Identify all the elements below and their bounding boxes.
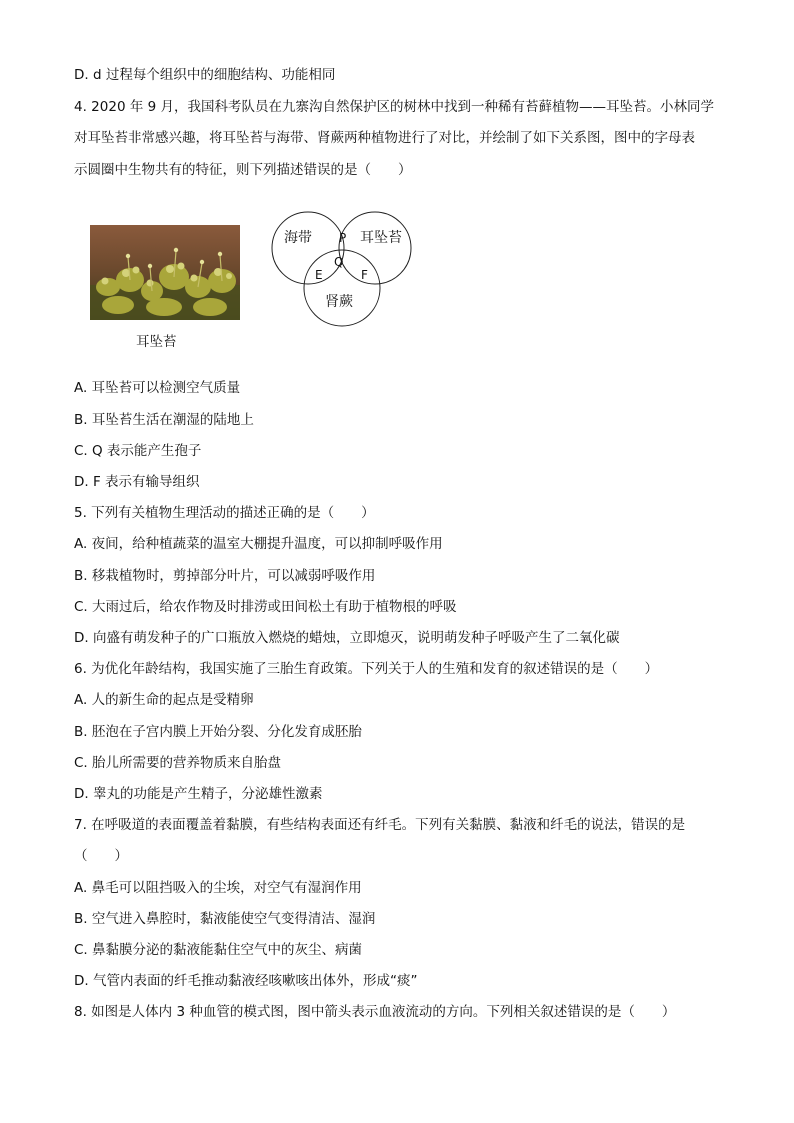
option-6c: C. 胎儿所需要的营养物质来自胎盘: [74, 755, 282, 771]
question-8-stem: 8. 如图是人体内 3 种血管的模式图，图中箭头表示血液流动的方向。下列相关叙述错误的是（ ）: [74, 1004, 676, 1020]
question-5-stem: 5. 下列有关植物生理活动的描述正确的是（ ）: [74, 505, 375, 521]
moss-photo: [90, 225, 240, 320]
venn-label-erzhuitai: 耳坠苔: [360, 230, 402, 246]
option-6b: B. 胚泡在子宫内膜上开始分裂、分化发育成胚胎: [74, 724, 362, 740]
option-4a: A. 耳坠苔可以检测空气质量: [74, 380, 241, 396]
option-7c: C. 鼻黏膜分泌的黏液能黏住空气中的灰尘、病菌: [74, 942, 363, 958]
venn-circle-haidai: [272, 212, 347, 284]
venn-circle-erzhuitai: [339, 212, 411, 284]
option-4b: B. 耳坠苔生活在潮湿的陆地上: [74, 412, 254, 428]
option-5b: B. 移栽植物时，剪掉部分叶片，可以减弱呼吸作用: [74, 568, 376, 584]
venn-letter-f: F: [361, 268, 368, 282]
question-4-stem-line3: 示圆圈中生物共有的特征，则下列描述错误的是（ ）: [74, 162, 412, 178]
option-3d: D. d 过程每个组织中的细胞结构、功能相同: [74, 67, 336, 83]
photo-caption: 耳坠苔: [136, 334, 177, 350]
option-7d: D. 气管内表面的纤毛推动黏液经咳嗽咳出体外，形成“痰”: [74, 973, 418, 989]
option-5d: D. 向盛有萌发种子的广口瓶放入燃烧的蜡烛，立即熄灭，说明萌发种子呼吸产生了二氧化碳: [74, 630, 620, 646]
question-4-stem-line2: 对耳坠苔非常感兴趣，将耳坠苔与海带、肾蕨两种植物进行了对比，并绘制了如下关系图，图中的字母表: [74, 130, 695, 146]
question-6-stem: 6. 为优化年龄结构，我国实施了三胎生育政策。下列关于人的生殖和发育的叙述错误的是（ ）: [74, 661, 659, 677]
venn-label-haidai: 海带: [284, 230, 312, 246]
option-5c: C. 大雨过后，给农作物及时排涝或田间松土有助于植物根的呼吸: [74, 599, 457, 615]
option-4d: D. F 表示有输导组织: [74, 474, 200, 490]
option-6d: D. 睾丸的功能是产生精子，分泌雄性激素: [74, 786, 323, 802]
option-7a: A. 鼻毛可以阻挡吸入的尘埃，对空气有湿润作用: [74, 880, 362, 896]
venn-label-shenjue: 肾蕨: [325, 294, 353, 310]
venn-diagram: [268, 208, 418, 328]
venn-letter-e: E: [315, 268, 323, 282]
question-7-stem-line2: （ ）: [74, 848, 128, 864]
venn-letter-q: Q: [334, 255, 344, 269]
option-4c: C. Q 表示能产生孢子: [74, 443, 202, 459]
option-7b: B. 空气进入鼻腔时，黏液能使空气变得清洁、湿润: [74, 911, 376, 927]
question-4-stem-line1: 4. 2020 年 9 月，我国科考队员在九寨沟自然保护区的树林中找到一种稀有苔藓植物——耳坠苔。小林同学: [74, 99, 714, 115]
option-6a: A. 人的新生命的起点是受精卵: [74, 692, 254, 708]
moss-photo-image: [90, 225, 240, 320]
option-5a: A. 夜间，给种植蔬菜的温室大棚提升温度，可以抑制呼吸作用: [74, 536, 443, 552]
question-7-stem-line1: 7. 在呼吸道的表面覆盖着黏膜，有些结构表面还有纤毛。下列有关黏膜、黏液和纤毛的说法，错误的是: [74, 817, 686, 833]
venn-letter-p: P: [339, 231, 347, 245]
